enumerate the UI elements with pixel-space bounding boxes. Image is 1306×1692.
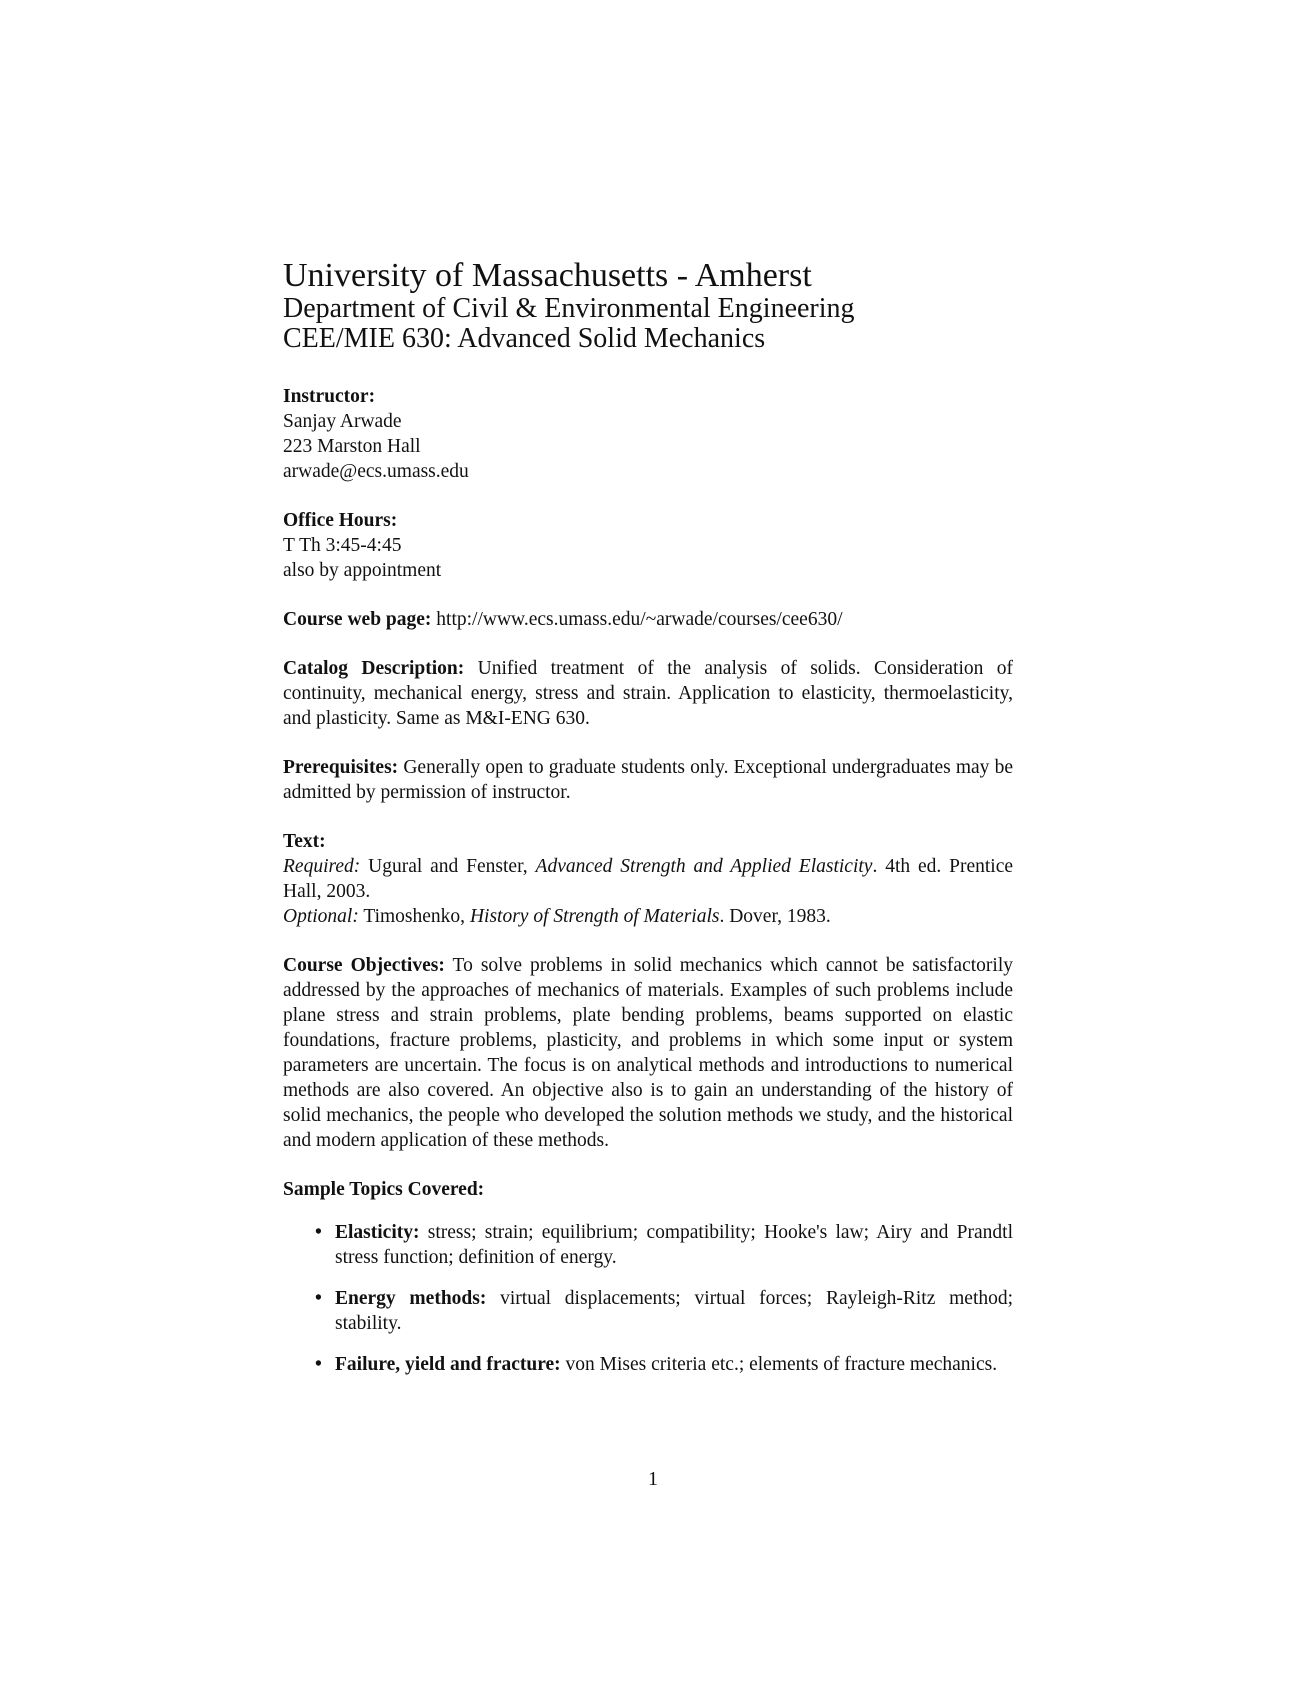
instructor-email: arwade@ecs.umass.edu bbox=[283, 461, 469, 482]
syllabus-page bbox=[283, 258, 1013, 1401]
university-title: University of Massachusetts - Amherst bbox=[283, 257, 812, 294]
instructor-name: Sanjay Arwade bbox=[283, 411, 402, 432]
bullet-icon: • bbox=[315, 1354, 322, 1375]
objectives-text: To solve problems in solid mechanics which cannot be satisfactorily addressed by the approaches of mechanics of materials. Examples of such problems include plane stress and strain problems, plate bending problems, beams supported on elastic foundations, fracture problems, plasticity, and problems in which some input or system parameters are uncertain. The focus is on analytical methods and introductions to numerical methods are also covered. An objective also is to gain an understanding of the history of solid mechanics, the people who developed the solution methods we study, and the historical and modern application of these methods. bbox=[283, 955, 1013, 1151]
prerequisites-section bbox=[283, 755, 1013, 805]
optional-text bbox=[283, 904, 1013, 929]
objectives-section bbox=[283, 953, 1013, 1153]
topic-title: Energy methods: bbox=[335, 1288, 487, 1309]
text-label: Text: bbox=[283, 831, 326, 852]
topics-list bbox=[283, 1220, 1013, 1377]
prerequisites-label: Prerequisites: bbox=[283, 757, 399, 778]
catalog-label: Catalog Description: bbox=[283, 658, 465, 679]
list-item bbox=[315, 1352, 1013, 1377]
office-hours-times: T Th 3:45-4:45 bbox=[283, 535, 402, 556]
topics-label: Sample Topics Covered: bbox=[283, 1179, 485, 1200]
web-page-label: Course web page: bbox=[283, 609, 432, 630]
document-header bbox=[283, 258, 1013, 354]
office-hours-note: also by appointment bbox=[283, 560, 442, 581]
text-section bbox=[283, 829, 1013, 929]
topic-text: virtual displacements; virtual forces; Rayleigh-Ritz method; stability. bbox=[335, 1288, 1014, 1334]
bullet-icon: • bbox=[315, 1222, 322, 1243]
catalog-text: Unified treatment of the analysis of solids. Consideration of continuity, mechanical energy, stress and strain. Application to elasticity, thermoelasticity, and plasticity. Same as M&I-ENG 630. bbox=[283, 658, 1013, 729]
required-details: . 4th ed. Prentice Hall, 2003. bbox=[283, 856, 1014, 902]
required-label: Required: bbox=[283, 856, 361, 877]
instructor-section bbox=[283, 384, 1013, 484]
topic-title: Failure, yield and fracture: bbox=[335, 1354, 561, 1375]
optional-title: History of Strength of Materials bbox=[469, 906, 720, 927]
optional-details: . Dover, 1983. bbox=[719, 906, 831, 927]
office-hours-label: Office Hours: bbox=[283, 510, 398, 531]
office-hours-section bbox=[283, 508, 1013, 583]
list-item bbox=[315, 1286, 1014, 1336]
required-text bbox=[283, 854, 1013, 904]
objectives-label: Course Objectives: bbox=[283, 955, 445, 976]
page-number: 1 bbox=[648, 1468, 658, 1490]
catalog-section bbox=[283, 656, 1013, 731]
topics-section bbox=[283, 1177, 1013, 1377]
web-page-section bbox=[283, 607, 1013, 632]
required-title: Advanced Strength and Applied Elasticity bbox=[535, 856, 873, 877]
topic-text: von Mises criteria etc.; elements of fracture mechanics. bbox=[565, 1354, 998, 1375]
web-page-url: http://www.ecs.umass.edu/~arwade/courses/cee630/ bbox=[436, 609, 843, 630]
course-title: CEE/MIE 630: Advanced Solid Mechanics bbox=[283, 323, 766, 354]
required-authors: Ugural and Fenster, bbox=[368, 856, 528, 877]
topic-title: Elasticity: bbox=[335, 1222, 420, 1243]
instructor-office: 223 Marston Hall bbox=[283, 436, 421, 457]
list-item bbox=[315, 1220, 1013, 1270]
department-title: Department of Civil & Environmental Engineering bbox=[283, 293, 855, 324]
prerequisites-text: Generally open to graduate students only. Exceptional undergraduates may be admitted by permission of instructor. bbox=[283, 757, 1014, 803]
topic-text: stress; strain; equilibrium; compatibility; Hooke's law; Airy and Prandtl stress function; definition of energy. bbox=[335, 1222, 1013, 1268]
instructor-label: Instructor: bbox=[283, 386, 376, 407]
optional-label: Optional: bbox=[283, 906, 359, 927]
bullet-icon: • bbox=[315, 1288, 322, 1309]
optional-authors: Timoshenko, bbox=[363, 906, 466, 927]
